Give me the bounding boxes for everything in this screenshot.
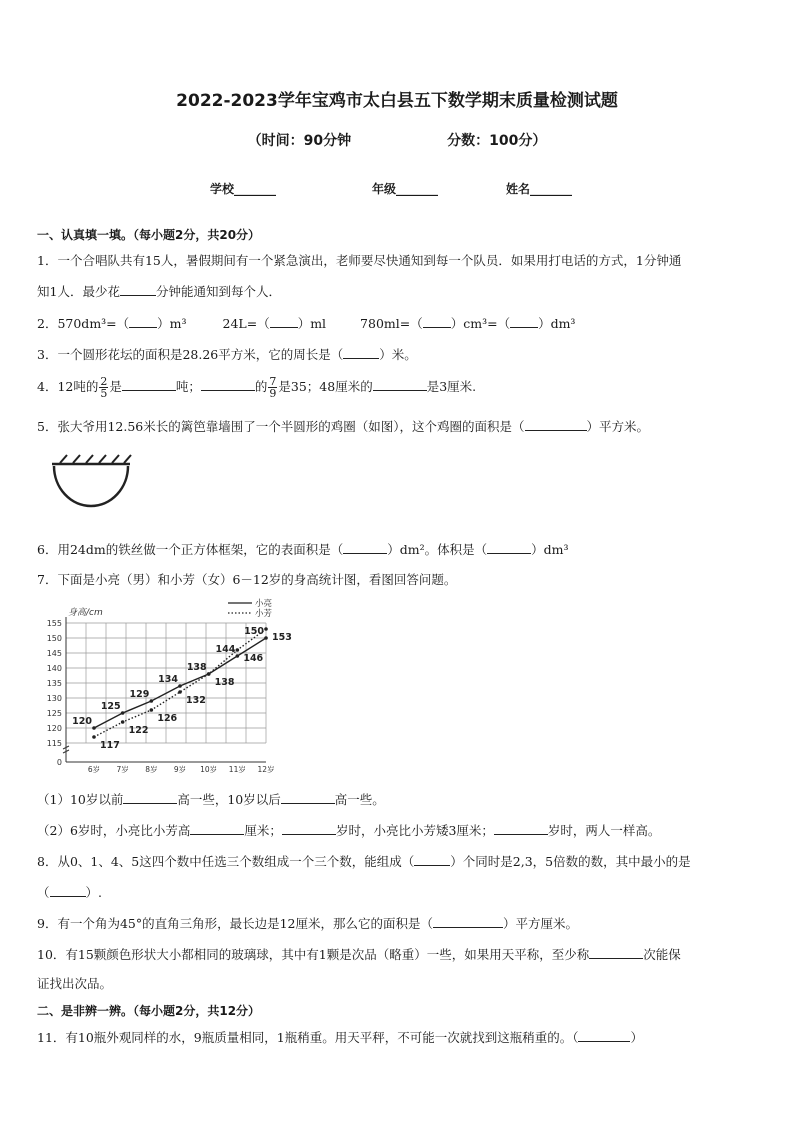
- y-tick-label: 140: [46, 664, 62, 673]
- exam-meta: [0, 130, 794, 150]
- name-field: 姓名_______: [506, 182, 573, 196]
- question-7: 7．下面是小亮（男）和小芳（女）6－12岁的身高统计图，看图回答问题。: [37, 572, 457, 587]
- question-7-1: （1）10岁以前 高一些，10岁以后 高一些。: [37, 792, 385, 807]
- chart-series: [72, 626, 292, 751]
- y-tick-label: 115: [46, 739, 62, 748]
- chart-ticks: [47, 607, 275, 774]
- question-10: 10．有15颗颜色形状大小都相同的玻璃球，其中有1颗是次品（略重）一些，如果用天平称，至少称 次能保: [37, 947, 681, 962]
- y-tick-label: 120: [46, 724, 62, 733]
- x-tick-label: 7岁: [116, 765, 129, 774]
- question-5: 5．张大爷用12.56米长的篱笆靠墙围了一个半圆形的鸡圈（如图），这个鸡圈的面积是（ ）平方米。: [37, 419, 650, 434]
- answer-blank[interactable]: [201, 378, 255, 391]
- question-6: 6．用24dm的铁丝做一个正方体框架，它的表面积是（ ）dm²。体积是（ ）dm³: [37, 542, 569, 557]
- data-point: [264, 627, 268, 631]
- question-9: 9．有一个角为45°的直角三角形，最长边是12厘米，那么它的面积是（ ）平方厘米。: [37, 916, 579, 931]
- question-10-cont: 证找出次品。: [37, 976, 113, 991]
- x-tick-label: 8岁: [145, 765, 158, 774]
- answer-blank[interactable]: [120, 283, 156, 296]
- answer-blank[interactable]: [414, 853, 450, 866]
- data-point: [121, 711, 125, 715]
- data-label: 134: [158, 674, 178, 685]
- answer-blank[interactable]: [423, 315, 451, 328]
- semicircle-pen-figure: [48, 448, 134, 510]
- data-point: [178, 690, 182, 694]
- answer-blank[interactable]: [433, 915, 503, 928]
- x-tick-label: 10岁: [200, 765, 218, 774]
- section-1-heading: 一、认真填一填。（每小题2分，共20分）: [37, 228, 261, 242]
- fraction: $\frac{7}{9}$: [269, 375, 277, 400]
- time-info: （时间：90分钟: [247, 133, 352, 149]
- data-label: 122: [128, 725, 149, 736]
- answer-blank[interactable]: [190, 822, 244, 835]
- answer-blank[interactable]: [282, 822, 336, 835]
- data-point: [236, 648, 240, 652]
- data-label: 126: [157, 713, 178, 724]
- score-info: 分数：100分）: [447, 133, 547, 149]
- answer-blank[interactable]: [494, 822, 548, 835]
- data-point: [236, 654, 240, 658]
- data-label: 117: [100, 740, 120, 751]
- data-label: 120: [72, 716, 92, 727]
- question-4: 4．12吨的 $\frac{2}{5}$ 是 吨； 的 $\frac{7}{9}$ 是35；48厘米的 是3厘米.: [37, 375, 477, 400]
- legend-label: 小亮: [255, 599, 273, 609]
- question-11: 11．有10瓶外观同样的水，9瓶质量相同，1瓶稍重。用天平秤，不可能一次就找到这瓶稍重的。（ ）: [37, 1030, 643, 1045]
- height-line-chart: [40, 596, 292, 774]
- data-point: [207, 672, 211, 676]
- y-tick-label: 125: [46, 709, 62, 718]
- data-label: 150: [244, 626, 264, 637]
- answer-blank[interactable]: [589, 946, 643, 959]
- data-label: 129: [129, 689, 150, 700]
- answer-blank[interactable]: [343, 346, 379, 359]
- question-2: 2．570dm³=（ ）m³ 24L=（ ）ml 780ml=（ ）cm³=（ ）dm³: [37, 316, 576, 331]
- data-point: [150, 708, 154, 712]
- answer-blank[interactable]: [343, 541, 387, 554]
- y-tick-label: 0: [56, 758, 62, 767]
- data-label: 144: [215, 644, 236, 655]
- data-point: [121, 720, 125, 724]
- answer-blank[interactable]: [510, 315, 538, 328]
- question-1: 1．一个合唱队共有15人，暑假期间有一个紧急演出，老师要尽快通知到每一个队员．如果用打电话的方式，1分钟通: [37, 253, 682, 268]
- fraction: $\frac{2}{5}$: [100, 375, 108, 400]
- data-label: 138: [214, 677, 235, 688]
- answer-blank[interactable]: [281, 791, 335, 804]
- question-8-cont: （ ）.: [37, 885, 102, 900]
- answer-blank[interactable]: [373, 378, 427, 391]
- legend-label: 小芳: [255, 609, 273, 619]
- school-field: 学校_______: [210, 182, 277, 196]
- answer-blank[interactable]: [578, 1029, 630, 1042]
- data-point: [150, 699, 154, 703]
- data-point: [264, 636, 268, 640]
- section-2-heading: 二、是非辨一辨。（每小题2分，共12分）: [37, 1004, 261, 1018]
- page-title: 2022-2023学年宝鸡市太白县五下数学期末质量检测试题: [176, 91, 618, 111]
- answer-blank[interactable]: [129, 315, 157, 328]
- question-8: 8．从0、1、4、5这四个数中任选三个数组成一个三个数，能组成（ ）个同时是2,3，5倍数的数，其中最小的是: [37, 854, 691, 869]
- chart-legend: [228, 598, 273, 619]
- answer-blank[interactable]: [50, 884, 86, 897]
- question-3: 3．一个圆形花坛的面积是28.26平方米，它的周长是（ ）米。: [37, 347, 417, 362]
- y-tick-label: 155: [46, 619, 62, 628]
- grade-field: 年级_______: [372, 182, 439, 196]
- answer-blank[interactable]: [525, 418, 587, 431]
- y-tick-label: 135: [46, 679, 62, 688]
- answer-blank[interactable]: [122, 378, 176, 391]
- answer-blank[interactable]: [270, 315, 298, 328]
- data-label: 125: [100, 701, 121, 712]
- data-point: [178, 684, 182, 688]
- data-label: 132: [186, 695, 206, 706]
- y-tick-label: 145: [46, 649, 62, 658]
- data-point: [92, 735, 96, 739]
- data-label: 138: [186, 662, 207, 673]
- y-tick-label: 130: [46, 694, 62, 703]
- data-label: 153: [272, 632, 292, 643]
- x-tick-label: 9岁: [173, 765, 187, 774]
- answer-blank[interactable]: [487, 541, 531, 554]
- data-point: [92, 726, 96, 730]
- data-label: 146: [243, 653, 264, 664]
- question-1-cont: 知1人．最少花 分钟能通知到每个人．: [37, 284, 281, 299]
- x-tick-label: 6岁: [87, 765, 101, 774]
- x-tick-label: 12岁: [257, 765, 275, 774]
- y-tick-label: 150: [46, 634, 62, 643]
- x-tick-label: 11岁: [228, 765, 246, 774]
- answer-blank[interactable]: [123, 791, 177, 804]
- question-7-2: （2）6岁时，小亮比小芳高 厘米； 岁时，小亮比小芳矮3厘米； 岁时，两人一样高。: [37, 823, 661, 838]
- y-axis-label: 身高/cm: [68, 608, 103, 618]
- chart-axes: [63, 617, 266, 762]
